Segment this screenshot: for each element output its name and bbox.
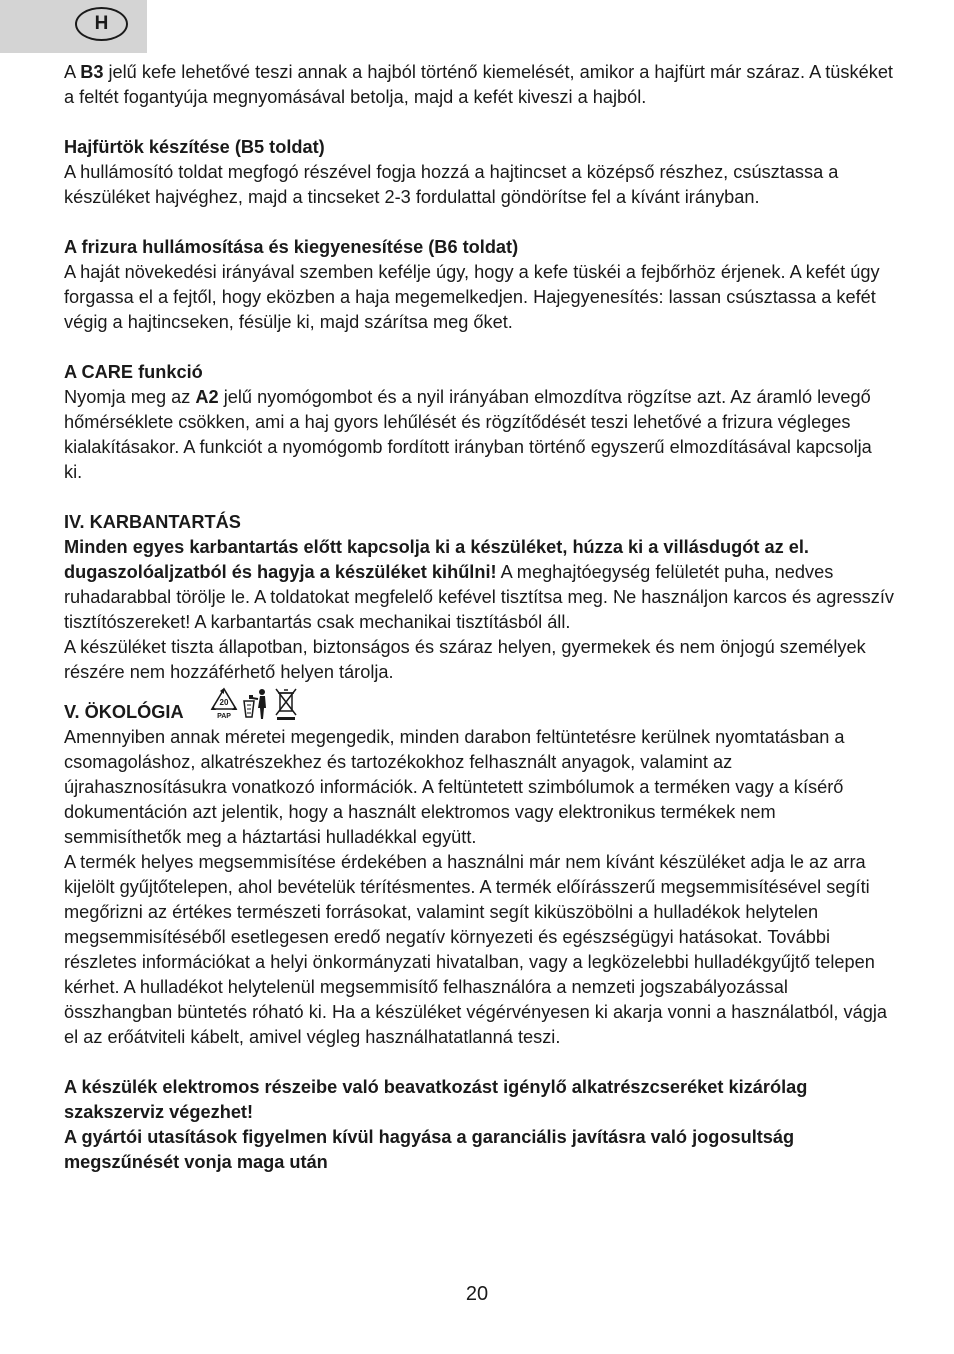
care-text: Nyomja meg az A2 jelű nyomógombot és a nyil irányában elmozdítva rögzítse azt. Az áramló levegő hőmérséklete csökken, ami a haj gyors lehűlését és rögzítődését teszi lehetővé a frizura végleges kialakításakor. A funkciót a nyomógomb fordított irányban történő egyszerű elmozdításával kapcsolja ki. — [64, 387, 872, 482]
maintenance-heading: IV. KARBANTARTÁS — [64, 512, 241, 532]
curls-heading: Hajfürtök készítése (B5 toldat) — [64, 137, 325, 157]
storage-text: A készüléket tiszta állapotban, biztonságos és száraz helyen, gyermekek és nem önjogú személyek részére nem hozzáférhető helyen tárolja. — [64, 637, 866, 682]
svg-text:PAP: PAP — [216, 713, 231, 720]
language-tab — [0, 0, 147, 53]
button-code: A2 — [195, 387, 219, 407]
waving-text: A haját növekedési irányával szemben kefélje úgy, hogy a kefe tüskéi a fejbőrhöz érjenek. A kefét úgy forgassa el a fejtől, hogy eközben a haja megemelkedjen. Hajegyenesítés: lassan csúsztassa a kefét végig a hajtincseken, fésülje ki, majd szárítsa meg őket. — [64, 262, 880, 332]
language-badge: H — [75, 7, 128, 41]
page-content — [64, 60, 894, 1175]
maintenance-text: Minden egyes karbantartás előtt kapcsolja ki a készüléket, húzza ki a villásdugót az el. dugaszolóaljzatból és hagyja a készüléket kihűlni! A meghajtóegység felületét puha, nedves ruhadarabbal törölje le. A toldatokat megfelelő kefével tisztítsa meg. Ne használjon karcos és agresszív tisztítószereket! A karbantartás csak mechanikai tisztításból áll. — [64, 537, 894, 632]
ecology-heading-row — [64, 685, 894, 725]
ecology-text-1: Amennyiben annak méretei megengedik, minden darabon feltüntetésre kerülnek nyomtatásban a csomagoláshoz, alkatrészekhez és tartozékokhoz felhasznált anyagok, valamint az újrahasznosításukra vonatkozó információk. A feltüntetett szimbólumok a terméken vagy a kísérő dokumentáción azt jelentik, hogy a használt elektromos vagy elektronikus termékek nem semmisíthetők meg a háztartási hulladékkal együtt. — [64, 727, 845, 847]
maintenance-warning: Minden egyes karbantartás előtt kapcsolja ki a készüléket, húzza ki a villásdugót az el. dugaszolóaljzatból és hagyja a készüléket kihűlni! — [64, 537, 809, 582]
curls-text: A hullámosító toldat megfogó részével fogja hozzá a hajtincset a középső részhez, csúsztassa a készüléket hajvéghez, majd a tincseket 2-3 fordulattal göndörítse fel a kívánt irányban. — [64, 162, 839, 207]
part-code: B3 — [80, 62, 104, 82]
intro-paragraph: A B3 jelű kefe lehetővé teszi annak a hajból történő kiemelését, amikor a hajfürt már száraz. A tüskéket a feltét fogantyúja megnyomásával betolja, majd a kefét kiveszi a hajból. — [64, 62, 893, 107]
care-heading: A CARE funkció — [64, 362, 203, 382]
page-number: 20 — [465, 1283, 489, 1305]
warranty-warning: A gyártói utasítások figyelmen kívül hagyása a garanciális javításra való jogosultság megszűnését vonja maga után — [64, 1127, 795, 1172]
ecology-heading: V. ÖKOLÓGIA — [64, 702, 184, 722]
svg-text:20: 20 — [219, 698, 229, 707]
crossed-bin-icon — [274, 687, 298, 721]
service-warning: A készülék elektromos részeibe való beavatkozást igénylő alkatrészcseréket kizárólag szakszerviz végezhet! — [64, 1077, 808, 1122]
tidy-man-icon — [241, 687, 271, 721]
ecology-text-2: A termék helyes megsemmisítése érdekében a használni már nem kívánt készüléket adja le az arra kijelölt gyűjtőtelepen, ahol bevételük térítésmentes. A termék előírásszerű megsemmisítésével segíti megőrizni az értékes természeti forrásokat, valamint segít kiküszöbölni a hulladékok helytelen megsemmisítéséből esetlegesen eredő negatív környezeti és egészségügyi hatásokat. További részletes információkat a helyi önkormányzati hivatalban, vagy a legközelebbi hulladékgyűjtő telepen kérhet. A hulladékot helytelenül megsemmisítő felhasználóra a nemzeti jogszabályozással összhangban büntetés róható ki. Ha a készüléket végérvényesen ki akarja vonni a használatból, vágja el az erőátviteli kábelt, amivel végleg használhatatlanná teszi. — [64, 852, 887, 1047]
eco-symbols — [210, 687, 298, 721]
recycle-paper-icon — [210, 687, 238, 721]
waving-heading: A frizura hullámosítása és kiegyenesítése (B6 toldat) — [64, 237, 519, 257]
